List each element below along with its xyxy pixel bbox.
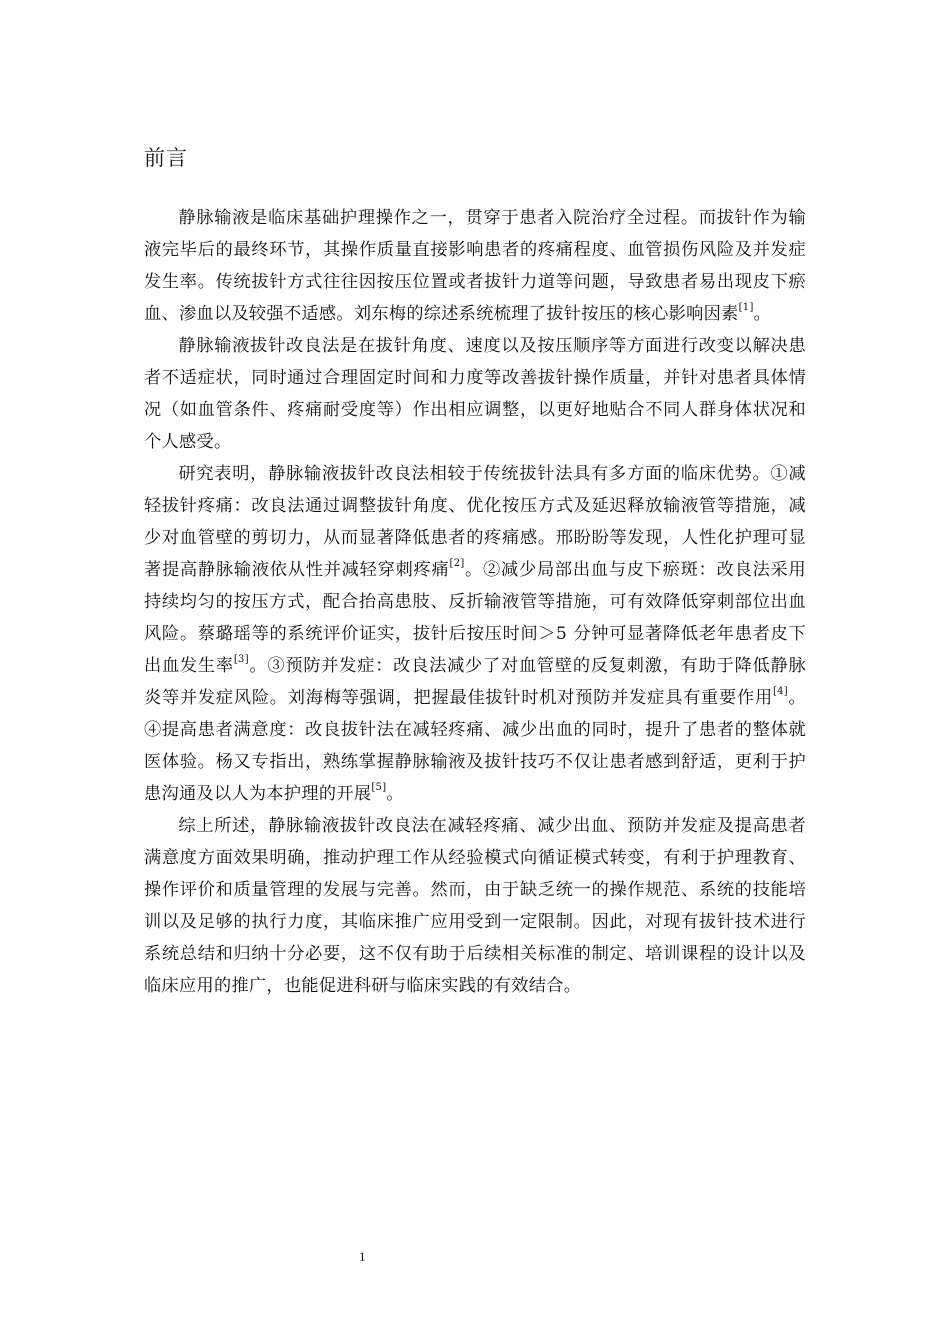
paragraph-text: 综上所述，静脉输液拔针改良法在减轻疼痛、减少出血、预防并发症及提高患者满意度方面效果明确，推动护理工作从经验模式向循证模式转变，有利于护理教育、操作评价和质量管理的发展与完善。然而，由于缺乏统一的操作规范、系统的技能培训以及足够的执行力度，其临床推广应用受到一定限制。因此，对现有拔针技术进行系统总结和归纳十分必要，这不仅有助于后续相关标准的制定、培训课程的设计以及临床应用的推广，也能促进科研与临床实践的有效结合。 xyxy=(144,816,806,996)
paragraph-text: 。③预防并发症：改良法减少了对血管壁的反复刺激，有助于降低静脉炎等并发症风险。刘海梅等强调，把握最佳拔针时机对预防并发症具有重要作用 xyxy=(144,656,806,708)
citation-ref-5: [5] xyxy=(371,782,387,794)
paragraph-text: 。④提高患者满意度：改良拔针法在减轻疼痛、减少出血的同时，提升了患者的整体就医体验。杨又专指出，熟练掌握静脉输液及拔针技巧不仅让患者感到舒适，更利于护患沟通及以人为本护理的开展 xyxy=(144,688,806,804)
citation-ref-1: [1] xyxy=(738,302,754,314)
paragraph-4 xyxy=(144,810,806,1002)
paragraph-2 xyxy=(144,330,806,458)
page-number: 1 xyxy=(359,1249,366,1264)
citation-ref-4: [4] xyxy=(772,686,789,698)
paragraph-text: 。 xyxy=(753,304,772,324)
paragraph-text: 。 xyxy=(386,784,404,804)
paragraph-text: 。②减少局部出血与皮下瘀斑：改良法采用持续均匀的按压方式，配合抬高患肢、反折输液管等措施，可有效降低穿刺部位出血风险。蔡璐瑶等的系统评价证实，拔针后按压时间＞5 分钟可显著降低老年患者皮下出血发生率 xyxy=(144,560,807,676)
paragraph-text: 静脉输液拔针改良法是在拔针角度、速度以及按压顺序等方面进行改变以解决患者不适症状，同时通过合理固定时间和力度等改善拔针操作质量，并针对患者具体情况（如血管条件、疼痛耐受度等）作出相应调整，以更好地贴合不同人群身体状况和个人感受。 xyxy=(144,336,806,452)
citation-ref-3: [3] xyxy=(233,654,249,666)
body-text xyxy=(144,202,806,1002)
paragraph-3 xyxy=(144,458,806,810)
paragraph-text: 研究表明，静脉输液拔针改良法相较于传统拔针法具有多方面的临床优势。①减轻拔针疼痛：改良法通过调整拔针角度、优化按压方式及延迟释放输液管等措施，减少对血管壁的剪切力，从而显著降低患者的疼痛感。邢盼盼等发现，人性化护理可显著提高静脉输液依从性并减轻穿刺疼痛 xyxy=(144,464,806,580)
citation-ref-2: [2] xyxy=(449,558,465,570)
paragraph-1 xyxy=(144,202,806,330)
section-heading: 前言 xyxy=(144,146,188,170)
paragraph-text: 静脉输液是临床基础护理操作之一，贯穿于患者入院治疗全过程。而拔针作为输液完毕后的最终环节，其操作质量直接影响患者的疼痛程度、血管损伤风险及并发症发生率。传统拔针方式往往因按压位置或者拔针力道等问题，导致患者易出现皮下瘀血、渗血以及较强不适感。刘东梅的综述系统梳理了拔针按压的核心影响因素 xyxy=(144,208,806,324)
